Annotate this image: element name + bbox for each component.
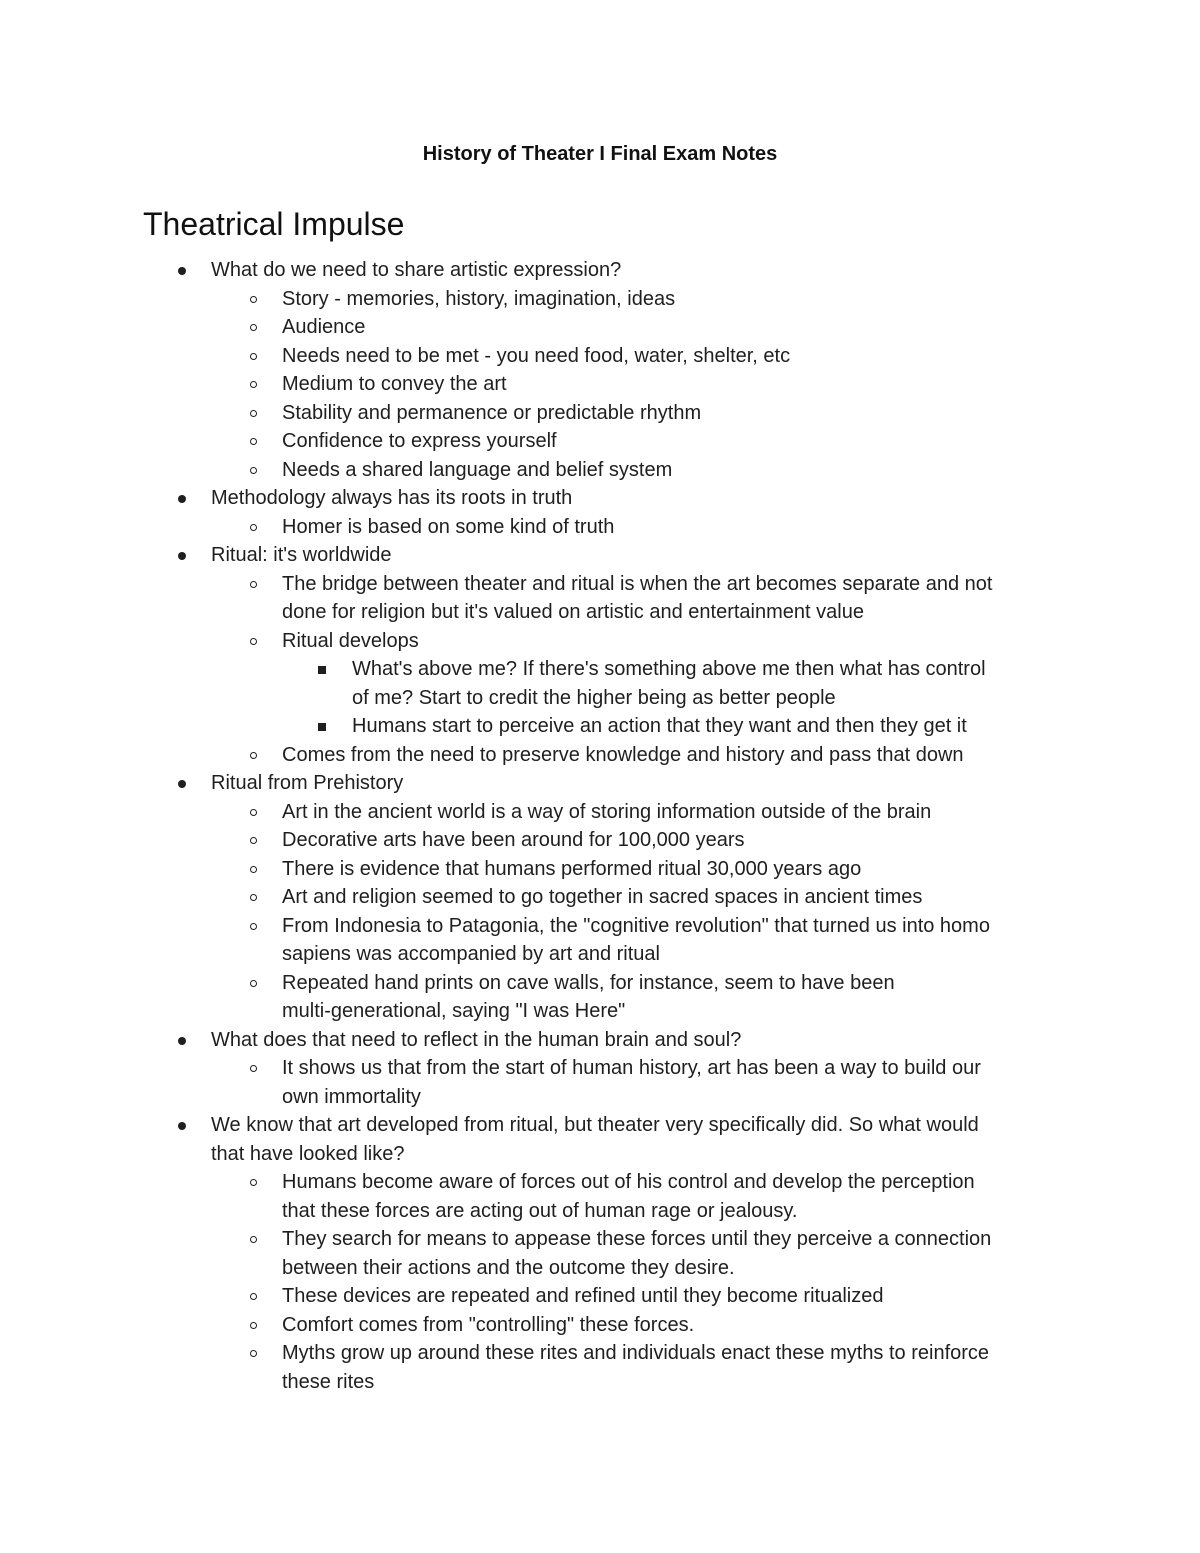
circle-bullet-icon <box>250 866 257 873</box>
circle-bullet-icon <box>250 1322 257 1329</box>
list-item-text: Audience <box>282 316 366 338</box>
list-item-text: Confidence to express yourself <box>282 430 557 452</box>
list-item-text: Ritual develops <box>282 629 419 652</box>
circle-bullet-icon <box>250 752 257 759</box>
list-item <box>0 1225 1200 1254</box>
list-item-text: Myths grow up around these rites and individuals enact these myths to reinforce <box>282 1342 990 1364</box>
list-item <box>0 855 1200 884</box>
list-item-text: Ritual from Prehistory <box>211 772 404 794</box>
list-item <box>0 798 1200 827</box>
circle-bullet-icon <box>250 1065 257 1072</box>
list-item <box>0 741 1200 770</box>
list-item <box>0 313 1200 342</box>
disc-bullet-icon <box>178 780 186 788</box>
section-heading: Theatrical Impulse <box>143 206 405 242</box>
notes-list <box>0 256 1200 1396</box>
disc-bullet-icon <box>178 495 186 503</box>
list-item-text: They search for means to appease these forces until they perceive a connection <box>282 1228 992 1250</box>
circle-bullet-icon <box>250 581 257 588</box>
list-item-continuation <box>0 598 1200 627</box>
list-item-text: We know that art developed from ritual, but theater very specifically did. So what would <box>211 1114 979 1136</box>
list-item-text: these rites <box>282 1370 375 1393</box>
list-item-text: Art in the ancient world is a way of storing information outside of the brain <box>282 800 932 823</box>
circle-bullet-icon <box>250 638 257 645</box>
list-item <box>0 399 1200 428</box>
list-item-text: Comes from the need to preserve knowledge and history and pass that down <box>282 743 964 766</box>
list-item-continuation <box>0 1368 1200 1397</box>
list-item <box>0 513 1200 542</box>
circle-bullet-icon <box>250 410 257 417</box>
list-item-text: Needs a shared language and belief system <box>282 458 673 481</box>
list-item-text: of me? Start to credit the higher being as better people <box>352 686 836 709</box>
circle-bullet-icon <box>250 438 257 445</box>
disc-bullet-icon <box>178 1037 186 1045</box>
list-item-text: There is evidence that humans performed ritual 30,000 years ago <box>282 857 862 880</box>
circle-bullet-icon <box>250 980 257 987</box>
square-bullet-icon <box>318 723 326 731</box>
circle-bullet-icon <box>250 353 257 360</box>
circle-bullet-icon <box>250 1179 257 1186</box>
list-item-continuation <box>0 684 1200 713</box>
list-item <box>0 1311 1200 1340</box>
list-item <box>0 826 1200 855</box>
list-item-text: Decorative arts have been around for 100,000 years <box>282 829 745 851</box>
list-item-text: that these forces are acting out of human rage or jealousy. <box>282 1199 798 1222</box>
list-item-text: multi-generational, saying "I was Here" <box>282 1000 626 1022</box>
list-item-text: Story - memories, history, imagination, ideas <box>282 287 676 310</box>
list-item-text: What does that need to reflect in the human brain and soul? <box>211 1028 742 1051</box>
list-item <box>0 541 1200 570</box>
list-item <box>0 342 1200 371</box>
list-item-text: What's above me? If there's something above me then what has control <box>352 658 986 680</box>
list-item <box>0 285 1200 314</box>
list-item <box>0 1111 1200 1140</box>
list-item <box>0 427 1200 456</box>
list-item-text: sapiens was accompanied by art and ritual <box>282 943 660 965</box>
list-item-text: What do we need to share artistic expression? <box>211 259 622 281</box>
list-item-text: done for religion but it's valued on artistic and entertainment value <box>282 601 864 623</box>
list-item <box>0 912 1200 941</box>
list-item <box>0 370 1200 399</box>
list-item-text: Repeated hand prints on cave walls, for instance, seem to have been <box>282 971 895 994</box>
circle-bullet-icon <box>250 837 257 844</box>
list-item-text: It shows us that from the start of human history, art has been a way to build our <box>282 1057 981 1079</box>
disc-bullet-icon <box>178 267 186 275</box>
list-item-continuation <box>0 1083 1200 1112</box>
list-item <box>0 655 1200 684</box>
list-item-continuation <box>0 1254 1200 1283</box>
square-bullet-icon <box>318 666 326 674</box>
list-item-text: Art and religion seemed to go together in sacred spaces in ancient times <box>282 886 923 908</box>
list-item-text: own immortality <box>282 1085 421 1108</box>
list-item <box>0 712 1200 741</box>
document-title: History of Theater I Final Exam Notes <box>422 143 778 165</box>
list-item-text: From Indonesia to Patagonia, the "cognitive revolution" that turned us into homo <box>282 914 990 937</box>
list-item-continuation <box>0 940 1200 969</box>
list-item-text: Stability and permanence or predictable rhythm <box>282 401 702 424</box>
disc-bullet-icon <box>178 552 186 560</box>
list-item <box>0 1054 1200 1083</box>
circle-bullet-icon <box>250 524 257 531</box>
list-item <box>0 570 1200 599</box>
circle-bullet-icon <box>250 381 257 388</box>
list-item-text: Humans become aware of forces out of his control and develop the perception <box>282 1171 975 1193</box>
list-item-text: that have looked like? <box>211 1142 405 1165</box>
list-item-text: Medium to convey the art <box>282 373 507 395</box>
circle-bullet-icon <box>250 1350 257 1357</box>
list-item <box>0 627 1200 656</box>
list-item <box>0 769 1200 798</box>
disc-bullet-icon <box>178 1122 186 1130</box>
circle-bullet-icon <box>250 1236 257 1243</box>
list-item <box>0 484 1200 513</box>
list-item <box>0 456 1200 485</box>
list-item-text: Ritual: it's worldwide <box>211 544 392 566</box>
list-item-text: Comfort comes from "controlling" these forces. <box>282 1313 695 1336</box>
list-item-text: Homer is based on some kind of truth <box>282 515 615 538</box>
list-item-continuation <box>0 1197 1200 1226</box>
circle-bullet-icon <box>250 324 257 331</box>
list-item-continuation <box>0 1140 1200 1169</box>
list-item <box>0 256 1200 285</box>
list-item <box>0 883 1200 912</box>
list-item-text: Needs need to be met - you need food, water, shelter, etc <box>282 344 791 367</box>
list-item-text: The bridge between theater and ritual is when the art becomes separate and not <box>282 572 993 595</box>
list-item <box>0 1168 1200 1197</box>
circle-bullet-icon <box>250 296 257 303</box>
list-item <box>0 1282 1200 1311</box>
circle-bullet-icon <box>250 809 257 816</box>
circle-bullet-icon <box>250 894 257 901</box>
circle-bullet-icon <box>250 1293 257 1300</box>
list-item-continuation <box>0 997 1200 1026</box>
list-item-text: These devices are repeated and refined until they become ritualized <box>282 1285 884 1307</box>
list-item-text: Humans start to perceive an action that they want and then they get it <box>352 715 967 737</box>
list-item <box>0 1026 1200 1055</box>
list-item-text: between their actions and the outcome they desire. <box>282 1256 735 1279</box>
list-item-text: Methodology always has its roots in truth <box>211 487 573 509</box>
list-item <box>0 1339 1200 1368</box>
circle-bullet-icon <box>250 923 257 930</box>
circle-bullet-icon <box>250 467 257 474</box>
list-item <box>0 969 1200 998</box>
